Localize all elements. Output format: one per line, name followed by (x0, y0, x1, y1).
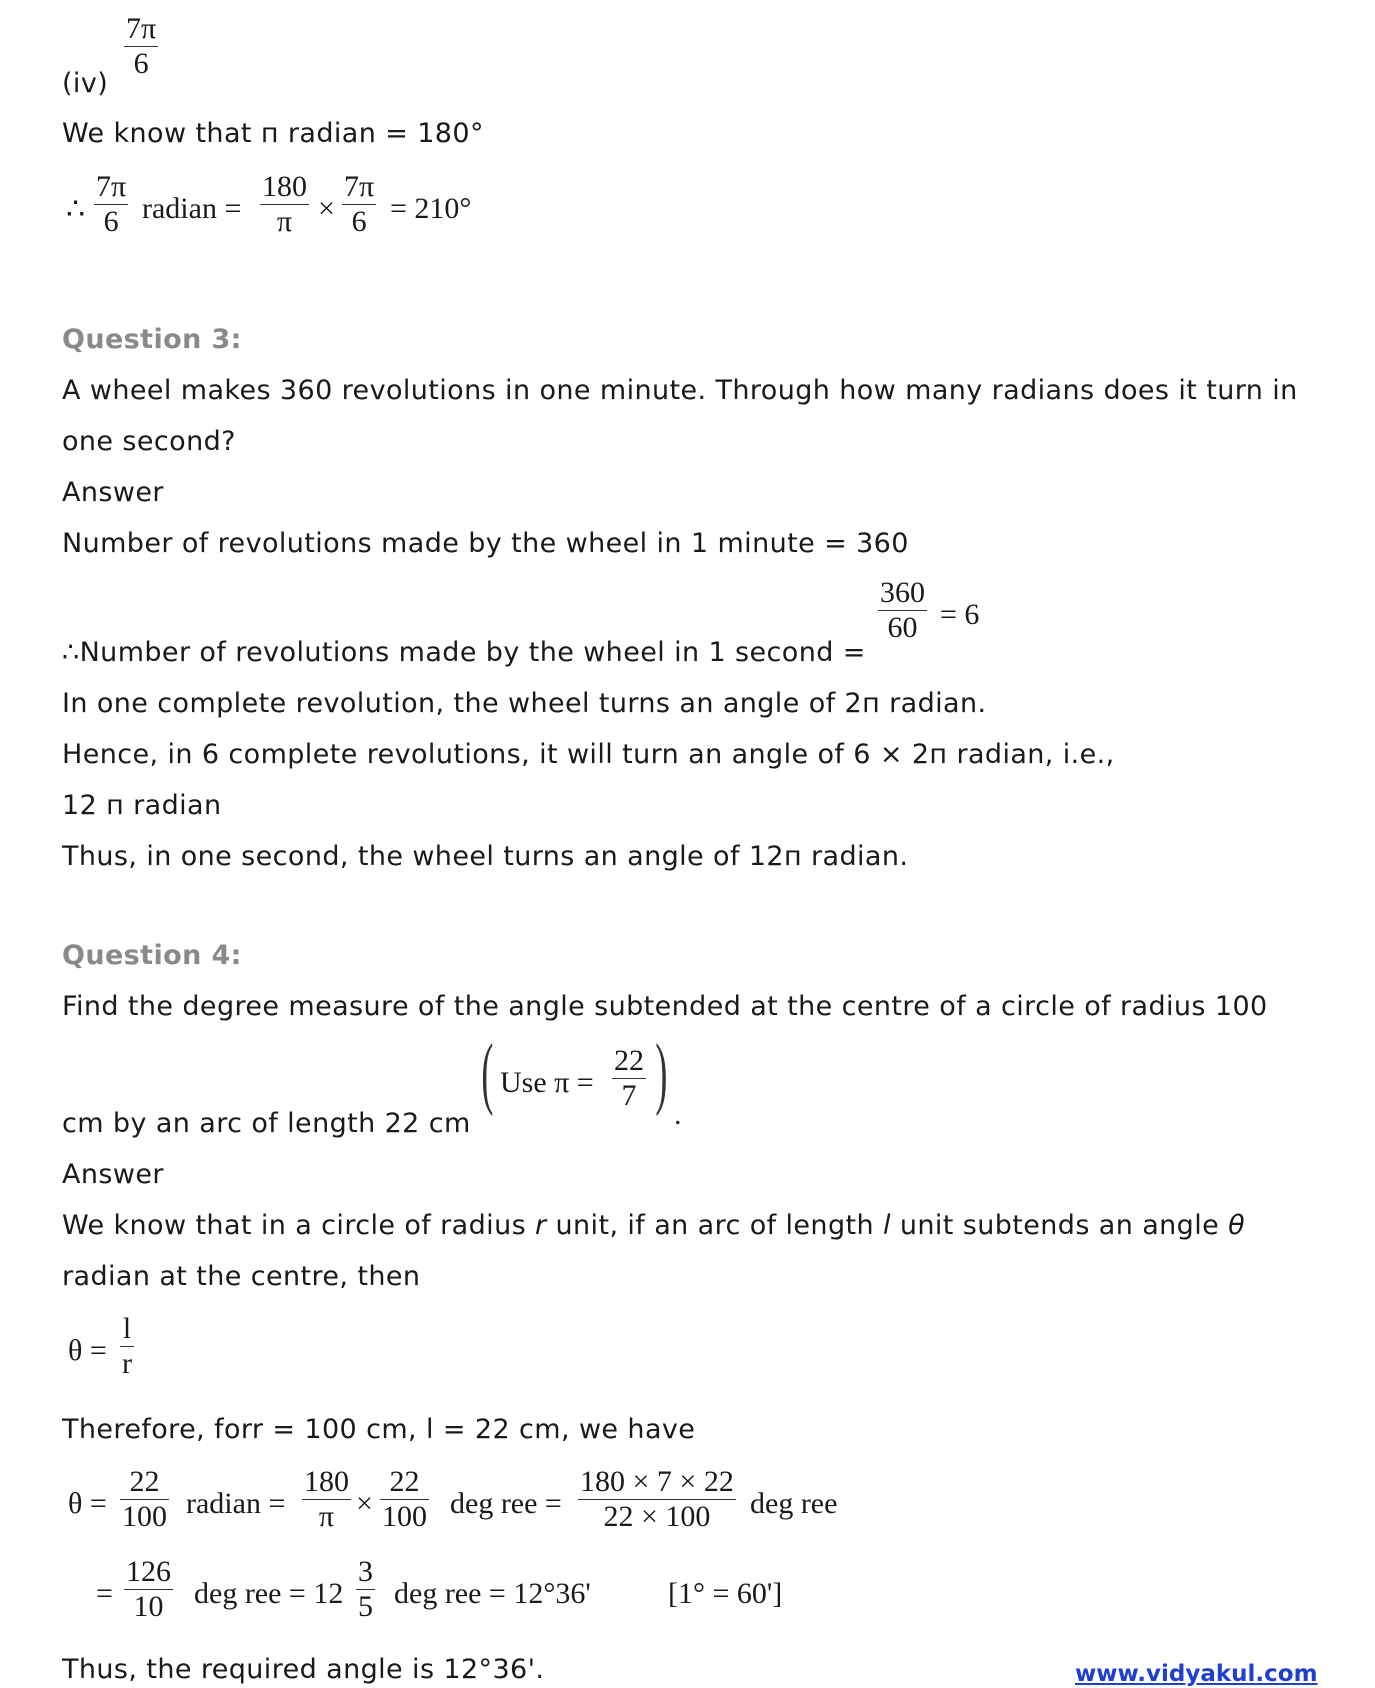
text-line (62, 1208, 1245, 1244)
numerator: l (122, 1312, 132, 1345)
denominator: r (122, 1347, 132, 1380)
text-line: Find the degree measure of the angle subtended at the centre of a circle of radius 100 (62, 991, 1268, 1022)
use-pi-text: Use π = (500, 1066, 594, 1099)
text-segment: We know that in a circle of radius (62, 1210, 536, 1241)
variable-l: l (882, 1210, 891, 1241)
fraction (120, 1465, 169, 1534)
conversion-note: [1° = 60'] (668, 1577, 783, 1610)
numerator: 22 (389, 1465, 420, 1498)
fraction (356, 1555, 375, 1624)
numerator: 7π (344, 170, 375, 203)
answer-label: Answer (62, 1159, 164, 1190)
degree-result: deg ree = 12°36' (394, 1577, 591, 1610)
theta-lhs: θ = (68, 1334, 107, 1367)
text-line: Hence, in 6 complete revolutions, it will turn an angle of 6 × 2п radian, i.e., (62, 739, 1115, 770)
denominator: 100 (382, 1500, 427, 1533)
fraction-7pi-over-6 (124, 12, 158, 81)
fraction (260, 170, 309, 239)
denominator: 22 × 100 (578, 1499, 736, 1534)
left-paren: ( (481, 1029, 494, 1117)
text-segment: unit, if an arc of length (546, 1210, 883, 1241)
answer-label: Answer (62, 477, 164, 508)
radian-label: radian = (142, 192, 242, 225)
period: . (674, 1098, 682, 1131)
text-line: radian at the centre, then (62, 1261, 421, 1292)
fraction (342, 170, 376, 239)
therefore-symbol: ∴ (66, 193, 86, 226)
result: = 210° (390, 192, 472, 225)
text-line: ∴Number of revolutions made by the wheel in 1 second = (62, 637, 866, 668)
text-line: A wheel makes 360 revolutions in one minute. Through how many radians does it turn in (62, 375, 1298, 406)
text-line: Number of revolutions made by the wheel in 1 minute = 360 (62, 528, 909, 559)
denominator: 6 (124, 46, 158, 81)
variable-r: r (535, 1210, 547, 1241)
text-line: Thus, in one second, the wheel turns an angle of 12п radian. (62, 841, 909, 872)
denominator: 100 (122, 1500, 167, 1533)
denominator: π (302, 1499, 351, 1534)
numerator: 360 (880, 576, 925, 609)
radian-label: radian = (186, 1487, 286, 1520)
denominator: 6 (94, 204, 128, 239)
fraction-l-over-r (120, 1312, 134, 1381)
numerator: 7π (126, 12, 157, 45)
footer-website-link[interactable]: www.vidyakul.com (1075, 1661, 1318, 1687)
text-line: In one complete revolution, the wheel turns an angle of 2п radian. (62, 688, 987, 719)
text-line: 12 п radian (62, 790, 222, 821)
variable-theta: θ (1228, 1210, 1246, 1241)
denominator: 7 (612, 1078, 646, 1113)
denominator: 60 (878, 610, 927, 645)
fraction (94, 170, 128, 239)
fraction (124, 1555, 173, 1624)
numerator: 180 (262, 170, 307, 203)
text-line: one second? (62, 426, 236, 457)
times-symbol: × (318, 192, 335, 225)
denominator: 6 (342, 204, 376, 239)
numerator: 3 (358, 1555, 373, 1588)
theta-lhs: θ = (68, 1487, 107, 1520)
text-line: We know that п radian = 180° (62, 118, 484, 149)
fraction (302, 1465, 351, 1534)
question-3-heading: Question 3: (62, 324, 242, 355)
text-line: Thus, the required angle is 12°36'. (62, 1654, 545, 1685)
right-paren: ) (655, 1029, 668, 1117)
degree-label: deg ree (750, 1487, 838, 1520)
fraction (578, 1465, 736, 1534)
numerator: 126 (126, 1555, 171, 1588)
fraction-360-over-60 (878, 576, 927, 645)
fraction (380, 1465, 429, 1534)
denominator: π (260, 204, 309, 239)
numerator: 180 × 7 × 22 (580, 1465, 734, 1498)
text-segment: unit subtends an angle (890, 1210, 1229, 1241)
part-label: (iv) (62, 68, 109, 99)
numerator: 22 (614, 1044, 644, 1077)
numerator: 180 (304, 1465, 349, 1498)
denominator: 5 (358, 1590, 373, 1623)
question-4-heading: Question 4: (62, 940, 242, 971)
fraction-result: = 6 (940, 598, 980, 631)
equals-symbol: = (96, 1577, 113, 1610)
numerator: 22 (129, 1465, 160, 1498)
text-line: Therefore, forr = 100 cm, l = 22 cm, we have (62, 1414, 696, 1445)
degree-label: deg ree = (450, 1487, 562, 1520)
degree-mixed: deg ree = 12 (194, 1577, 344, 1610)
fraction-22-over-7 (612, 1044, 646, 1113)
text-line: cm by an arc of length 22 cm (62, 1108, 471, 1139)
numerator: 7π (96, 170, 127, 203)
denominator: 10 (124, 1589, 173, 1624)
times-symbol: × (356, 1487, 373, 1520)
